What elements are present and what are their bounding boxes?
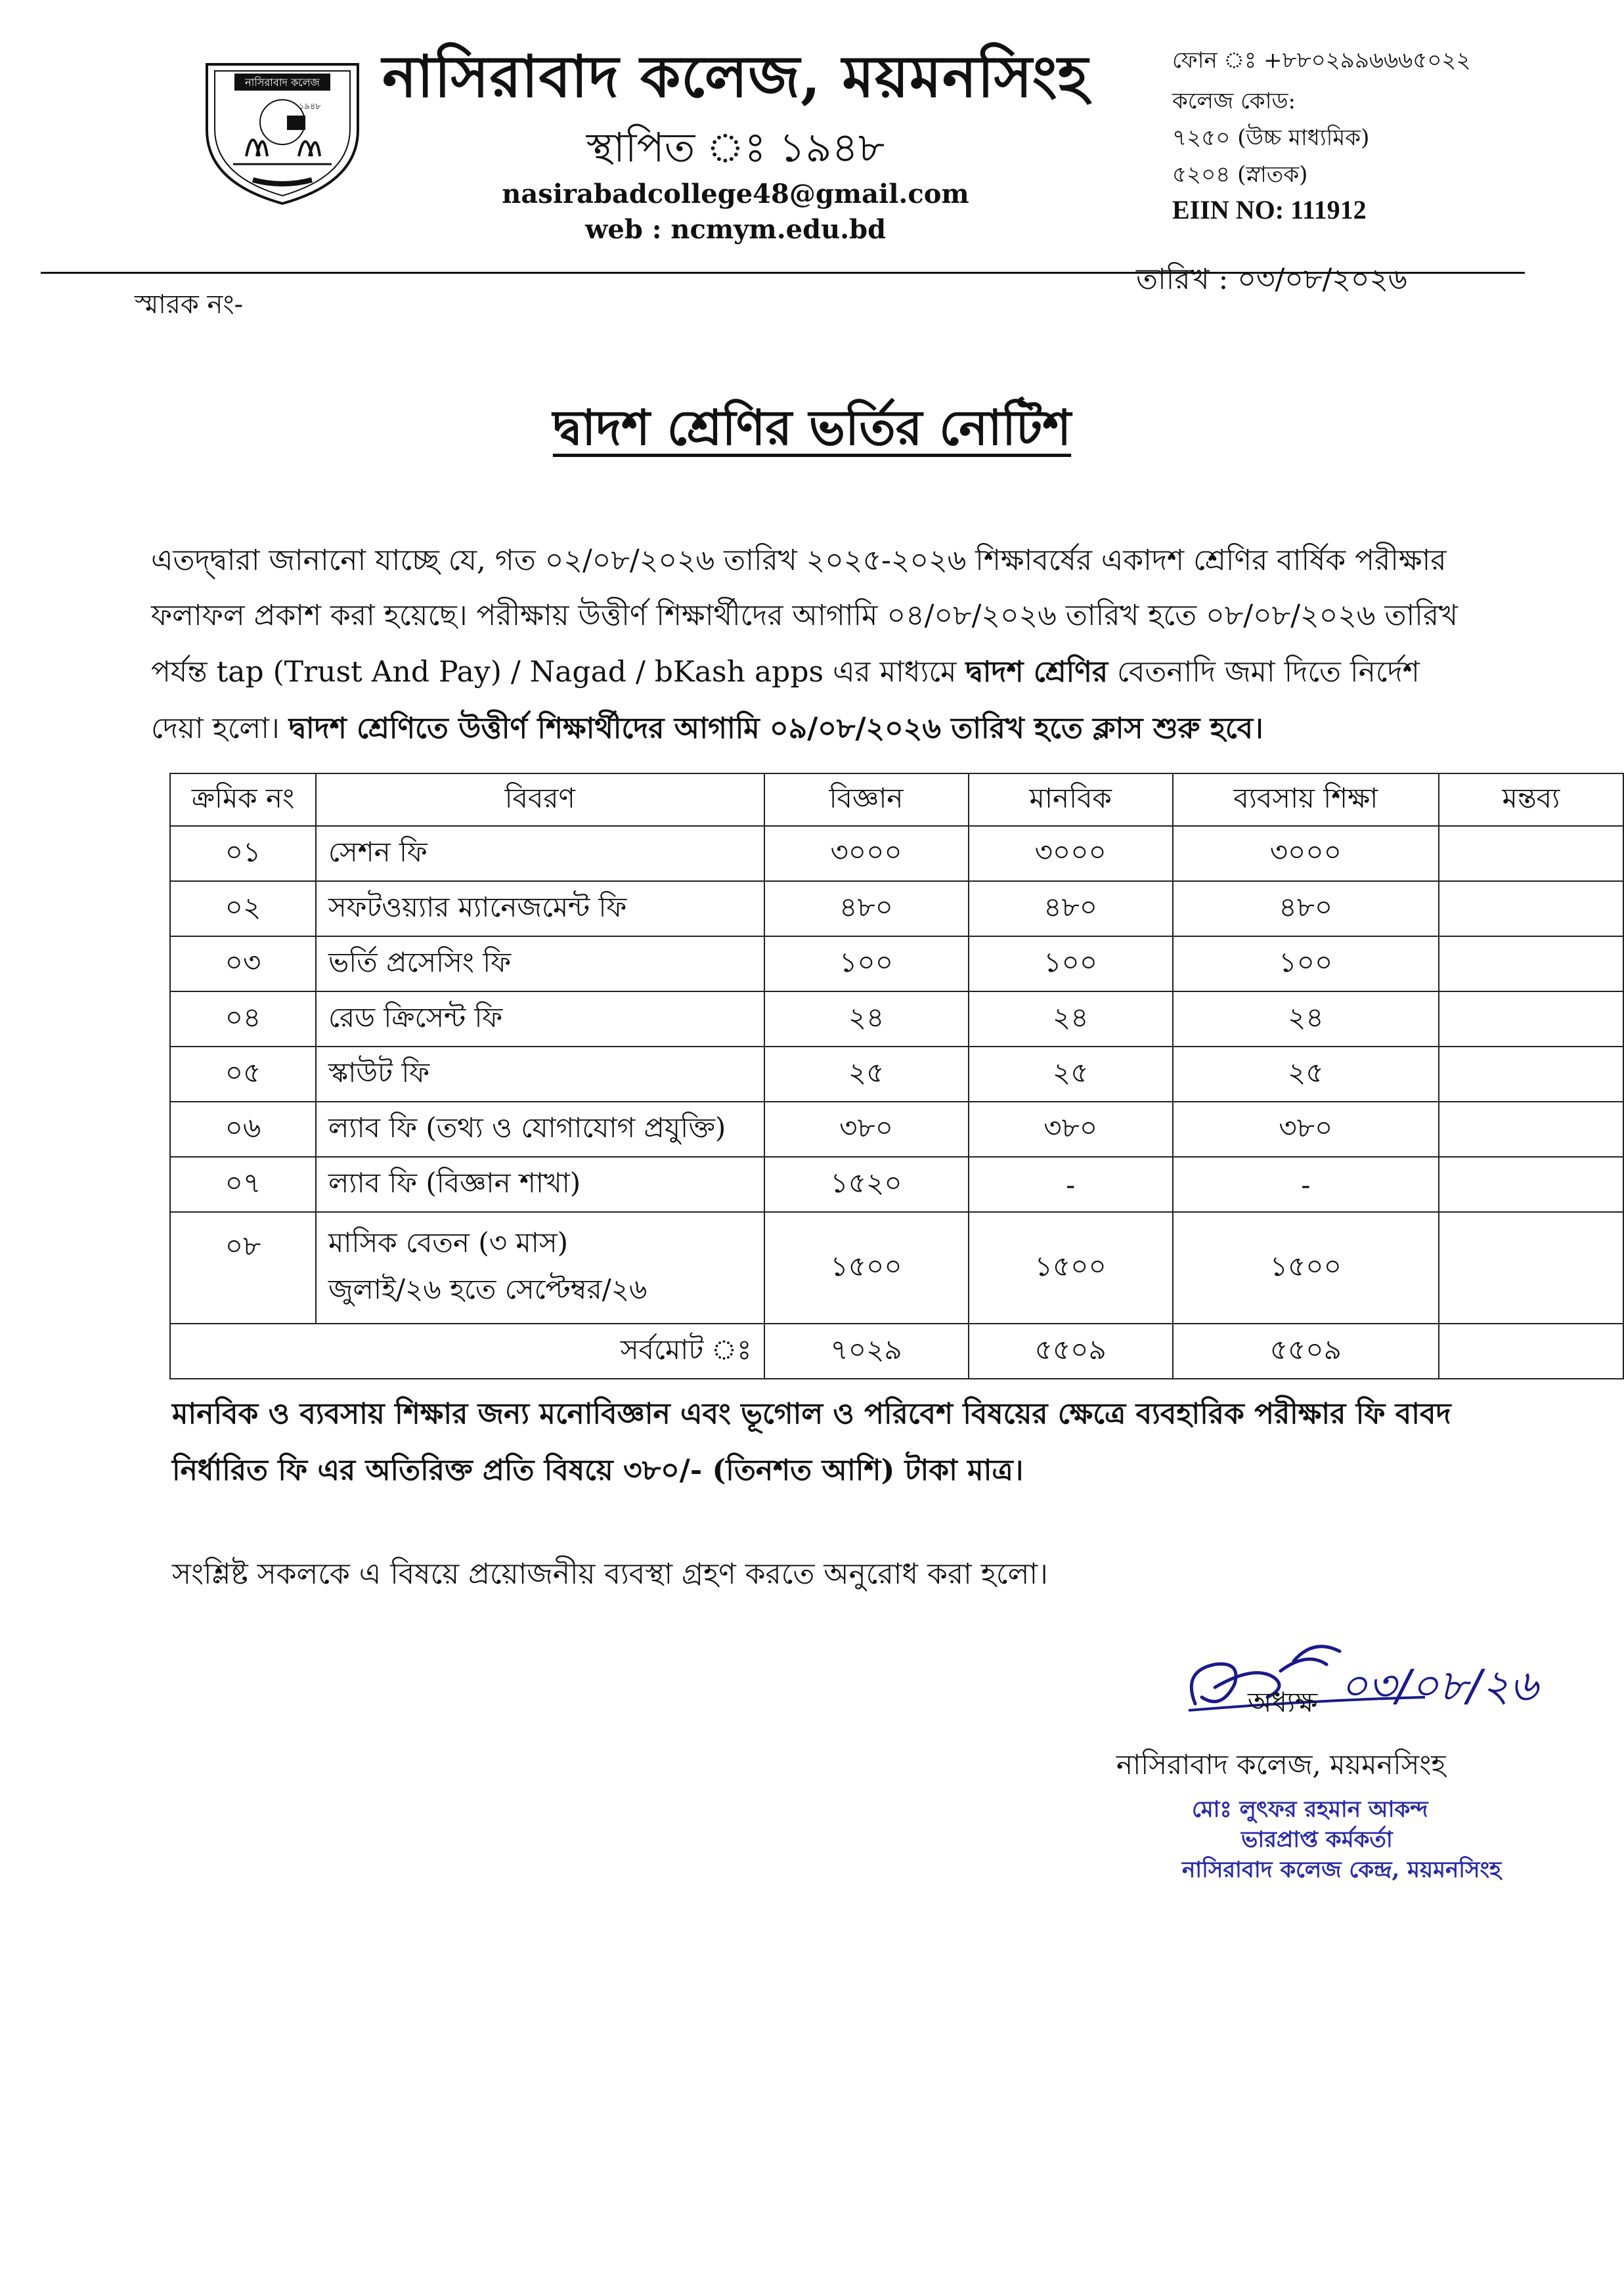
cell-description: সফটওয়্যার ম্যানেজমেন্ট ফি [316,881,764,936]
signature-college: নাসিরাবাদ কলেজ, ময়মনসিংহ [1116,1748,1446,1781]
cell-description: ল্যাব ফি (তথ্য ও যোগাযোগ প্রযুক্তি) [316,1102,764,1157]
cell-remarks [1439,881,1623,936]
paragraph-line-4b: দ্বাদশ শ্রেণিতে উত্তীর্ণ শিক্ষার্থীদের আগামি ০৯/০৮/২০২৬ তারিখ হতে ক্লাস শুরু হবে। [288,712,1263,745]
header-remarks: মন্তব্য [1439,773,1623,826]
table-row [170,1102,1623,1157]
college-code-label: কলেজ কোড: [1172,88,1296,114]
table-total-row [170,1324,1623,1379]
cell-science: ২৪ [764,991,969,1047]
cell-humanities: ২৪ [969,991,1173,1047]
total-remarks [1439,1324,1623,1379]
notice-title-text: দ্বাদশ শ্রেণির ভর্তির নোটিশ [552,400,1072,456]
cell-serial: ০৮ [170,1212,316,1324]
table-row [170,881,1623,936]
cell-serial: ০১ [170,826,316,881]
stamp-organization: নাসিরাবাদ কলেজ কেন্দ্র, ময়মনসিংহ [1182,1857,1501,1883]
table-header-row [170,773,1623,826]
cell-description: রেড ক্রিসেন্ট ফি [316,991,764,1047]
principal-title: অধ্যক্ষ [1248,1686,1318,1718]
cell-business: ২৪ [1173,991,1439,1047]
cell-serial: ০৭ [170,1157,316,1212]
cell-description: ভর্তি প্রসেসিং ফি [316,936,764,991]
total-science: ৭০২৯ [764,1324,969,1379]
cell-business: ৪৮০ [1173,881,1439,936]
header-humanities: মানবিক [969,773,1173,826]
total-label: সর্বমোট ঃ [170,1324,764,1379]
table-row [170,826,1623,881]
table-row [170,991,1623,1047]
cell-remarks [1439,1047,1623,1102]
principal-signature [1175,1625,1538,1737]
fee-table [169,773,1624,1379]
cell-business: ২৫ [1173,1047,1439,1102]
cell-business: ১০০ [1173,936,1439,991]
paragraph-line-3a: পর্যন্ত tap (Trust And Pay) / Nagad / bKash apps এর মাধ্যমে [151,655,966,689]
college-logo [194,51,371,209]
cell-description: স্কাউট ফি [316,1047,764,1102]
cell-science: ৪৮০ [764,881,969,936]
cell-science: ৩০০০ [764,826,969,881]
table-row [170,1047,1623,1102]
stamp-role: ভারপ্রাপ্ত কর্মকর্তা [1241,1827,1393,1853]
code-hsc: ৭২৫০ (উচ্চ মাধ্যমিক) [1172,125,1370,151]
total-humanities: ৫৫০৯ [969,1324,1173,1379]
note-line-1: মানবিক ও ব্যবসায় শিক্ষার জন্য মনোবিজ্ঞান এবং ভূগোল ও পরিবেশ বিষয়ের ক্ষেত্রে ব্যবহারিক পরীক্ষার ফি বাবদ [172,1397,1451,1431]
cell-remarks [1439,991,1623,1047]
paragraph-line-1: এতদ্দ্বারা জানানো যাচ্ছে যে, গত ০২/০৮/২০২৬ তারিখ ২০২৫-২০২৬ শিক্ষাবর্ষের একাদশ শ্রেণির বার্ষিক পরীক্ষার [151,544,1447,577]
cell-science: ১৫০০ [764,1212,969,1324]
header-science: বিজ্ঞান [764,773,969,826]
header-serial: ক্রমিক নং [170,773,316,826]
cell-humanities: ১০০ [969,936,1173,991]
cell-science: ১৫২০ [764,1157,969,1212]
notice-date: তারিখ : ০৩/০৮/২০২৬ [1136,263,1407,296]
request-line: সংশ্লিষ্ট সকলকে এ বিষয়ে প্রয়োজনীয় ব্যবস্থা গ্রহণ করতে অনুরোধ করা হলো। [172,1557,1048,1591]
cell-remarks [1439,826,1623,881]
total-business: ৫৫০৯ [1173,1324,1439,1379]
notice-title [0,391,1624,472]
table-row [170,936,1623,991]
established-year: স্থাপিত ঃ ১৯৪৮ [586,123,885,171]
cell-business: ৩০০০ [1173,826,1439,881]
paragraph-line-4a: দেয়া হলো। [151,712,289,745]
cell-business: ৩৮০ [1173,1102,1439,1157]
cell-description-line-2: জুলাই/২৬ হতে সেপ্টেম্বর/২৬ [328,1273,647,1305]
college-email: nasirabadcollege48@gmail.com [502,179,969,209]
logo-year: ১৯৪৮ [299,102,321,112]
stamp-name: মোঃ লুৎফর রহমান আকন্দ [1192,1796,1428,1823]
signature-date: ০৩/০৮/২৬ [1340,1660,1538,1711]
logo-text: নাসিরাবাদ কলেজ [245,76,320,89]
college-name: নাসিরাবাদ কলেজ, ময়মনসিংহ [382,42,1089,110]
phone-number: ফোন ঃ +৮৮০২৯৯৬৬৬৫০২২ [1172,47,1471,74]
cell-description-line-1: মাসিক বেতন (৩ মাস) [328,1226,568,1259]
cell-remarks [1439,936,1623,991]
paragraph-line-3 [151,650,1497,698]
cell-business: ১৫০০ [1173,1212,1439,1324]
cell-humanities: ১৫০০ [969,1212,1173,1324]
code-degree: ৫২০৪ (স্নাতক) [1172,162,1308,188]
cell-science: ১০০ [764,936,969,991]
cell-humanities: ৩৮০ [969,1102,1173,1157]
cell-business: - [1173,1157,1439,1212]
cell-description: ল্যাব ফি (বিজ্ঞান শাখা) [316,1157,764,1212]
header-description: বিবরণ [316,773,764,826]
table-row [170,1212,1623,1324]
cell-humanities: ৪৮০ [969,881,1173,936]
cell-serial: ০৫ [170,1047,316,1102]
cell-serial: ০৩ [170,936,316,991]
memo-number: স্মারক নং- [135,290,244,320]
cell-humanities: ২৫ [969,1047,1173,1102]
header-divider [41,272,1525,274]
college-website: web : ncmym.edu.bd [584,214,887,245]
header-business: ব্যবসায় শিক্ষা [1173,773,1439,826]
cell-humanities: ৩০০০ [969,826,1173,881]
paragraph-line-2: ফলাফল প্রকাশ করা হয়েছে। পরীক্ষায় উত্তীর্ণ শিক্ষার্থীদের আগামি ০৪/০৮/২০২৬ তারিখ হতে ০৮/০৮/২০২৬ তারিখ [151,599,1458,632]
note-line-2: নির্ধারিত ফি এর অতিরিক্ত প্রতি বিষয়ে ৩৮০/- (তিনশত আশি) টাকা মাত্র। [172,1454,1024,1487]
cell-science: ২৫ [764,1047,969,1102]
paragraph-line-3c: বেতনাদি জমা দিতে নির্দেশ [1108,655,1420,689]
cell-serial: ০২ [170,881,316,936]
cell-description: সেশন ফি [316,826,764,881]
table-row [170,1157,1623,1212]
cell-description [316,1212,764,1324]
paragraph-line-4 [151,706,1497,754]
cell-humanities: - [969,1157,1173,1212]
paragraph-line-3b: দ্বাদশ শ্রেণির [965,655,1108,689]
eiin-number: EIIN NO: 111912 [1172,195,1367,225]
cell-science: ৩৮০ [764,1102,969,1157]
cell-serial: ০৪ [170,991,316,1047]
cell-serial: ০৬ [170,1102,316,1157]
cell-remarks [1439,1157,1623,1212]
cell-remarks [1439,1102,1623,1157]
cell-remarks [1439,1212,1623,1324]
